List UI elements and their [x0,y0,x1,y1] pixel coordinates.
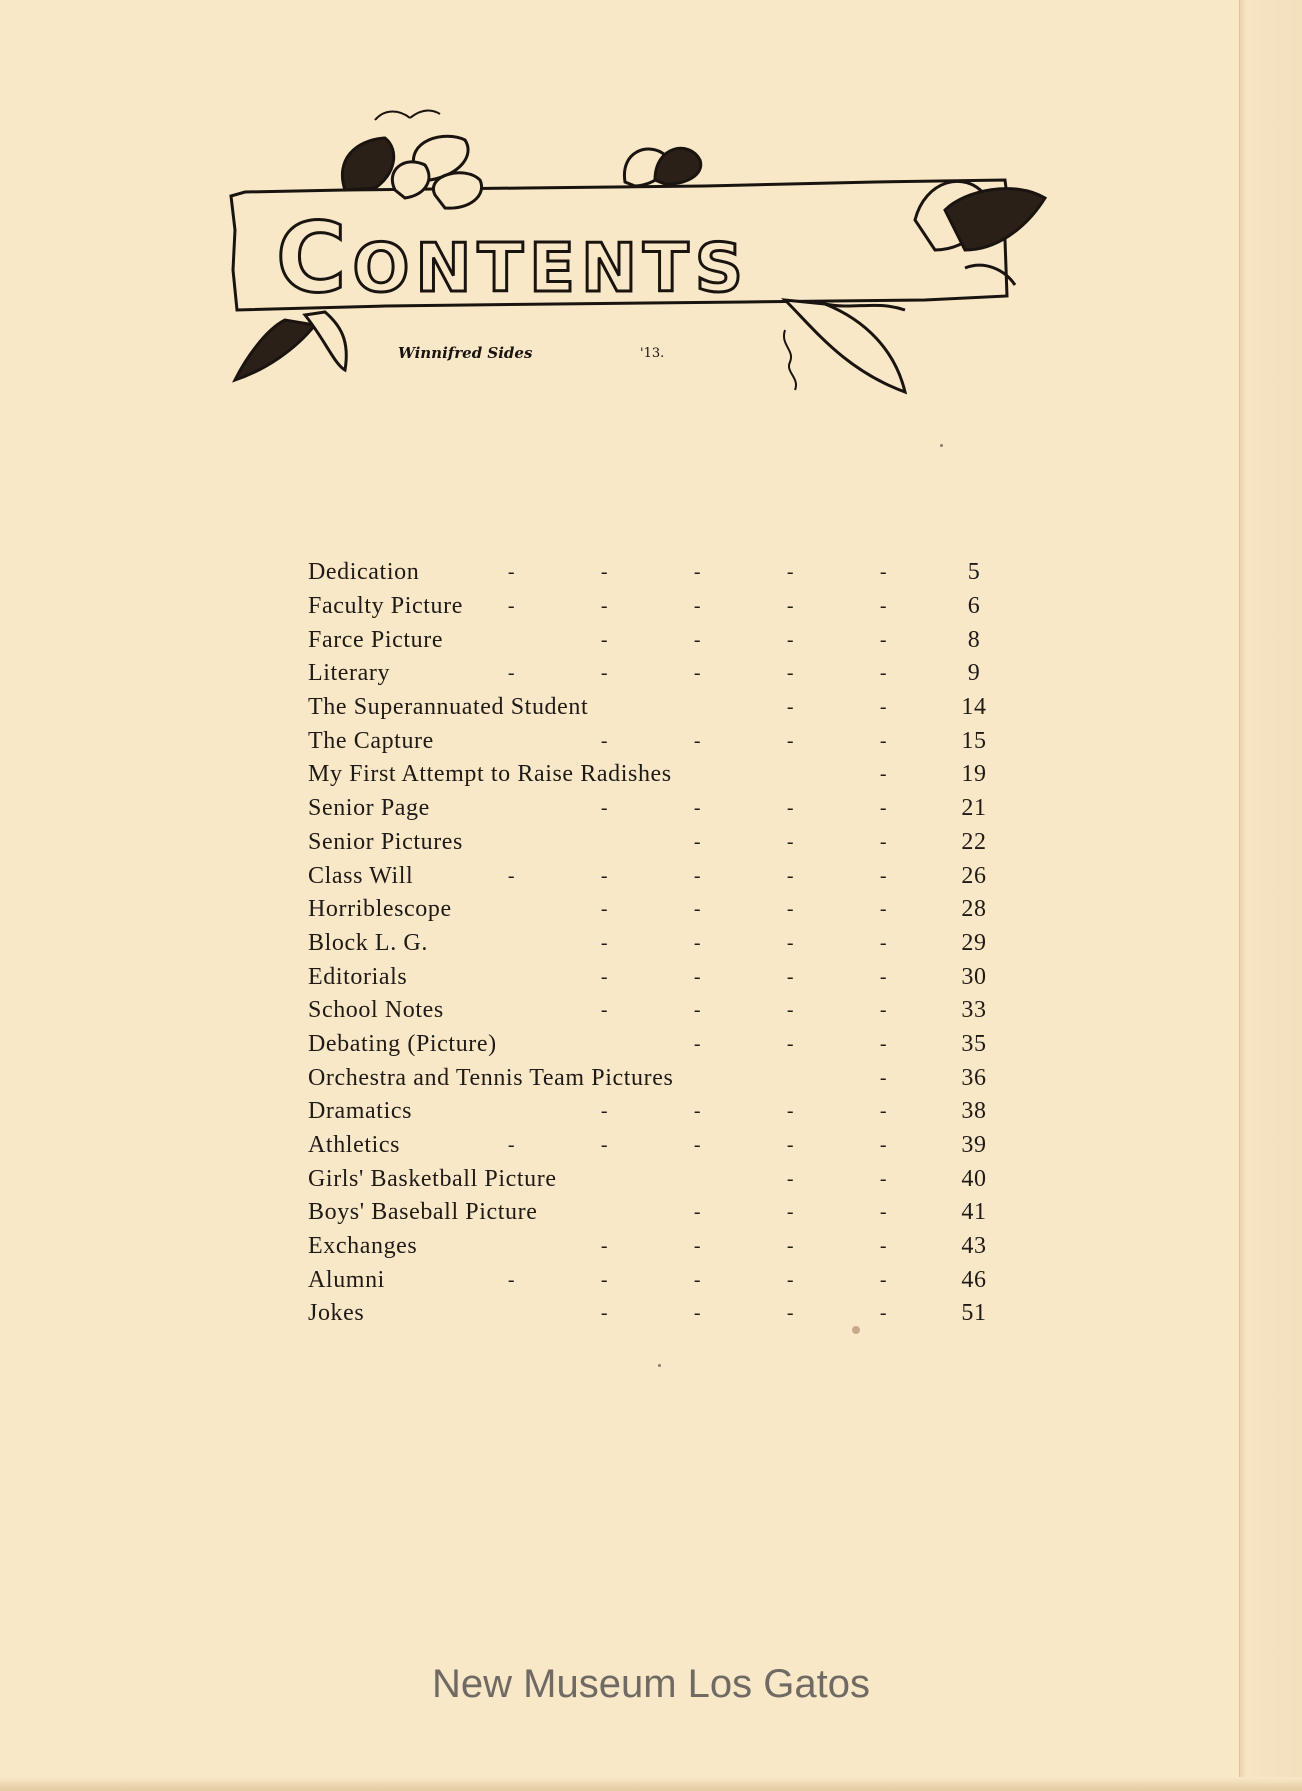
table-of-contents [308,556,998,1331]
leader-dash: - [693,1268,702,1291]
toc-entry-page: 41 [961,1199,987,1226]
toc-entry-title: Jokes [308,1300,365,1327]
toc-entry [308,859,998,893]
leader-dash: - [879,965,888,988]
toc-leader [557,1168,950,1191]
toc-entry-title: Boys' Baseball Picture [308,1199,538,1226]
toc-entry [308,826,998,860]
leader-dash: - [786,561,795,584]
leader-dash: - [879,628,888,651]
toc-leader [497,1033,950,1056]
toc-leader [419,561,950,584]
leader-dash: - [693,965,702,988]
leader-dash: - [600,797,609,820]
toc-entry [308,724,998,758]
toc-entry-title: Literary [308,660,391,687]
toc-entry-title: Athletics [308,1132,401,1159]
toc-entry [308,657,998,691]
leader-dash: - [879,1167,888,1190]
leader-dash: - [786,729,795,752]
leader-dash: - [786,965,795,988]
toc-entry [308,1061,998,1095]
toc-entry-page: 21 [961,795,987,822]
leader-dash: - [879,1100,888,1123]
toc-leader [385,1269,950,1292]
leader-dash: - [879,595,888,618]
toc-entry-title: Alumni [308,1266,385,1293]
toc-leader [417,1235,950,1258]
toc-entry-page: 6 [967,593,981,620]
toc-leader [413,865,950,888]
leader-dash: - [879,864,888,887]
leader-dash: - [693,797,702,820]
leader-dash: - [879,1066,888,1089]
leader-dash: - [879,1201,888,1224]
leader-dash: - [786,595,795,618]
leader-dash: - [786,1100,795,1123]
leader-dash: - [786,1167,795,1190]
leader-dash: - [879,696,888,719]
leader-dash: - [786,797,795,820]
leader-dash: - [600,1268,609,1291]
toc-entry-title: Dramatics [308,1098,413,1125]
leader-dash: - [879,1235,888,1258]
scan-speck [852,1326,860,1334]
leader-dash: - [693,1100,702,1123]
leader-dash: - [786,898,795,921]
leader-dash: - [600,965,609,988]
leader-dash: - [693,931,702,954]
toc-entry-title: The Superannuated Student [308,694,589,721]
toc-entry-title: Senior Page [308,795,430,822]
leader-dash: - [507,864,516,887]
leader-dash: - [786,999,795,1022]
artist-signature: Winnifred Sides [398,344,533,362]
leader-dash: - [693,1134,702,1157]
toc-entry [308,1129,998,1163]
leader-dash: - [693,1032,702,1055]
leader-dash: - [879,999,888,1022]
page-edge [1239,0,1302,1791]
leader-dash: - [693,729,702,752]
toc-leader [443,629,950,652]
leader-dash: - [693,1235,702,1258]
leader-dash: - [786,931,795,954]
leader-dash: - [879,1302,888,1325]
toc-leader [430,797,950,820]
toc-entry-page: 46 [961,1266,987,1293]
toc-leader [588,696,950,719]
leader-dash: - [600,662,609,685]
toc-entry-page: 38 [961,1098,987,1125]
toc-entry-page: 39 [961,1132,987,1159]
toc-entry-page: 14 [961,694,987,721]
toc-leader [412,1100,950,1123]
leader-dash: - [786,662,795,685]
toc-entry-page: 19 [961,761,987,788]
toc-entry-page: 30 [961,963,987,990]
toc-entry [308,1196,998,1230]
leader-dash: - [693,628,702,651]
toc-leader [673,1067,950,1090]
leader-dash: - [879,797,888,820]
leader-dash: - [786,1201,795,1224]
toc-entry [308,556,998,590]
page-title: Contents [276,202,749,314]
toc-leader [407,966,950,989]
leader-dash: - [786,1235,795,1258]
leader-dash: - [879,662,888,685]
leader-dash: - [786,830,795,853]
leader-dash: - [600,931,609,954]
artist-year: '13. [640,346,665,361]
toc-entry-page: 35 [961,1030,987,1057]
toc-entry [308,590,998,624]
leader-dash: - [600,1235,609,1258]
toc-entry-title: The Capture [308,727,434,754]
toc-entry-page: 43 [961,1233,987,1260]
toc-entry-title: Debating (Picture) [308,1030,497,1057]
toc-entry-title: Horriblescope [308,896,452,923]
toc-entry-title: Farce Picture [308,626,444,653]
toc-entry-page: 51 [961,1300,987,1327]
toc-entry-page: 8 [967,626,981,653]
toc-entry [308,927,998,961]
toc-leader [672,763,950,786]
leader-dash: - [693,595,702,618]
toc-entry-title: Exchanges [308,1233,418,1260]
leader-dash: - [507,1268,516,1291]
toc-entry [308,1230,998,1264]
toc-leader [428,932,950,955]
leader-dash: - [600,999,609,1022]
leader-dash: - [507,561,516,584]
toc-entry-title: School Notes [308,997,444,1024]
leader-dash: - [600,1100,609,1123]
toc-entry-title: Senior Pictures [308,828,463,855]
leader-dash: - [600,561,609,584]
toc-entry-title: Dedication [308,559,420,586]
toc-entry-page: 22 [961,828,987,855]
toc-entry-title: Block L. G. [308,929,428,956]
leader-dash: - [507,595,516,618]
leader-dash: - [600,1134,609,1157]
toc-entry-title: Girls' Basketball Picture [308,1165,557,1192]
toc-entry [308,1095,998,1129]
toc-leader [538,1201,951,1224]
toc-entry [308,994,998,1028]
leader-dash: - [600,1302,609,1325]
scan-speck [658,1364,661,1367]
toc-leader [390,662,950,685]
leader-dash: - [693,999,702,1022]
leader-dash: - [786,696,795,719]
toc-leader [463,831,950,854]
leader-dash: - [786,1302,795,1325]
leader-dash: - [600,898,609,921]
toc-entry-title: Faculty Picture [308,593,463,620]
toc-leader [400,1134,950,1157]
leader-dash: - [786,628,795,651]
leader-dash: - [786,1268,795,1291]
toc-entry [308,1263,998,1297]
leader-dash: - [693,1201,702,1224]
toc-entry-page: 26 [961,862,987,889]
toc-entry-title: Orchestra and Tennis Team Pictures [308,1064,674,1091]
toc-entry-page: 33 [961,997,987,1024]
toc-leader [444,999,950,1022]
toc-entry [308,623,998,657]
toc-leader [434,730,950,753]
toc-entry [308,893,998,927]
leader-dash: - [507,1134,516,1157]
leader-dash: - [693,561,702,584]
leader-dash: - [879,1032,888,1055]
toc-entry-page: 29 [961,929,987,956]
leader-dash: - [786,864,795,887]
leader-dash: - [600,595,609,618]
leader-dash: - [693,830,702,853]
leader-dash: - [693,1302,702,1325]
toc-leader [452,898,950,921]
toc-entry [308,758,998,792]
leader-dash: - [693,662,702,685]
toc-entry-page: 36 [961,1064,987,1091]
leader-dash: - [786,1032,795,1055]
top-middle-flower-icon [624,148,700,186]
watermark: New Museum Los Gatos [432,1662,870,1706]
leader-dash: - [693,864,702,887]
toc-entry [308,1297,998,1331]
toc-entry-title: Editorials [308,963,408,990]
leader-dash: - [507,662,516,685]
toc-leader [364,1302,950,1325]
toc-entry-page: 15 [961,727,987,754]
leader-dash: - [879,830,888,853]
toc-entry-page: 5 [967,559,981,586]
leader-dash: - [786,1134,795,1157]
leader-dash: - [879,763,888,786]
page-bottom-shadow [0,1777,1302,1791]
toc-entry-page: 28 [961,896,987,923]
leader-dash: - [600,864,609,887]
toc-entry [308,960,998,994]
toc-entry [308,691,998,725]
leader-dash: - [879,561,888,584]
toc-entry [308,792,998,826]
toc-entry [308,1028,998,1062]
leader-dash: - [600,729,609,752]
toc-entry-page: 40 [961,1165,987,1192]
toc-entry-title: Class Will [308,862,414,889]
leader-dash: - [879,931,888,954]
scan-speck [940,444,943,447]
toc-entry-title: My First Attempt to Raise Radishes [308,761,672,788]
toc-entry-page: 9 [967,660,981,687]
leader-dash: - [879,1134,888,1157]
leader-dash: - [879,1268,888,1291]
leader-dash: - [879,898,888,921]
leader-dash: - [693,898,702,921]
toc-entry [308,1162,998,1196]
toc-leader [463,595,950,618]
leader-dash: - [600,628,609,651]
leader-dash: - [879,729,888,752]
